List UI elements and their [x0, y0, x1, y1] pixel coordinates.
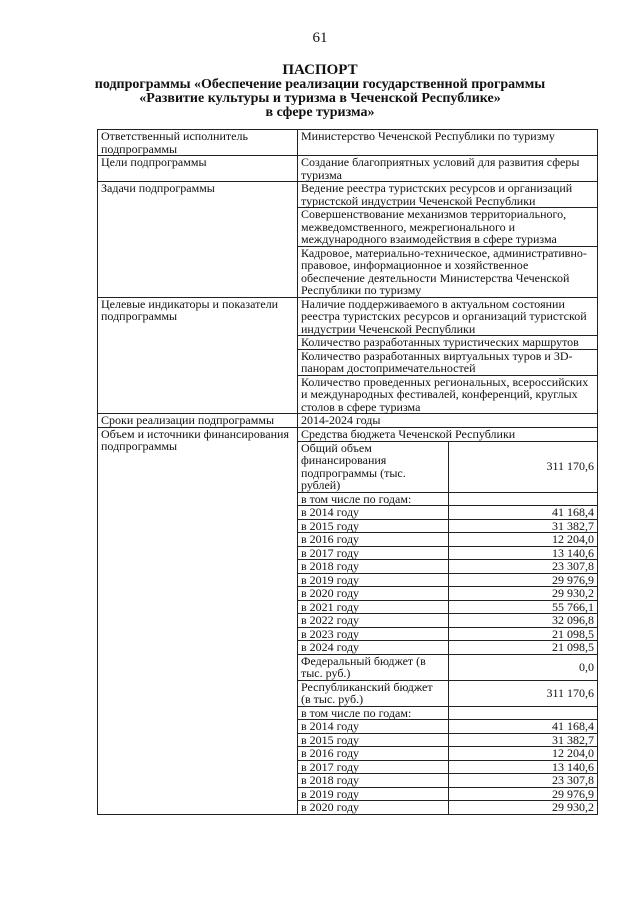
indicator-item: Наличие поддерживаемого в актуальном состоянии реестра туристских ресурсов и организаций туристской индустрии Чеченской Республики — [298, 298, 597, 336]
republic-year-value: 31 382,7 — [449, 733, 598, 747]
year-value: 32 096,8 — [449, 614, 598, 628]
year-label: в 2016 году — [298, 533, 449, 547]
year-value: 41 168,4 — [449, 506, 598, 520]
indicator-item: Количество разработанных виртуальных туров и 3D-панорам достопримечательностей — [298, 349, 597, 375]
republic-value: 311 170,6 — [449, 680, 598, 706]
row-goals — [98, 156, 598, 182]
year-value: 55 766,1 — [449, 600, 598, 614]
period-value: 2014-2024 годы — [298, 414, 598, 428]
year-value: 31 382,7 — [449, 519, 598, 533]
republic-year-label: в 2018 году — [298, 774, 449, 788]
republic-by-years-label: в том числе по годам: — [298, 706, 449, 720]
year-value: 23 307,8 — [449, 560, 598, 574]
funding-source: Средства бюджета Чеченской Республики — [298, 428, 597, 442]
goals-value: Создание благоприятных условий для развития сферы туризма — [298, 156, 598, 182]
indicator-item: Количество разработанных туристических маршрутов — [298, 336, 597, 350]
republic-label: Республиканский бюджет (в тыс. руб.) — [298, 680, 449, 706]
republic-year-label: в 2016 году — [298, 747, 449, 761]
year-label: в 2018 году — [298, 560, 449, 574]
empty-cell — [449, 492, 598, 506]
row-period — [98, 414, 598, 428]
title-line-1: ПАСПОРТ — [282, 62, 358, 78]
document-title — [60, 62, 580, 120]
year-label: в 2020 году — [298, 587, 449, 601]
total-label: Общий объем финансирования подпрограммы (тыс. рублей) — [298, 442, 449, 493]
funding-table — [298, 442, 597, 814]
indicator-item: Количество проведенных региональных, всероссийских и международных фестивалей, конференций, круглых столов в сфере туризма — [298, 375, 597, 413]
republic-year-label: в 2020 году — [298, 801, 449, 814]
responsible-label: Ответственный исполнитель подпрограммы — [98, 130, 298, 156]
indicators-cell — [298, 297, 598, 414]
year-value: 29 976,9 — [449, 573, 598, 587]
title-line-4: в сфере туризма» — [265, 105, 375, 120]
republic-year-value: 23 307,8 — [449, 774, 598, 788]
task-item: Кадровое, материально-техническое, административно-правовое, информационное и хозяйственное обеспечение деятельности Министерства Чеченской Республики по туризму — [298, 246, 597, 297]
year-label: в 2019 году — [298, 573, 449, 587]
funding-cell — [298, 427, 598, 814]
year-label: в 2015 году — [298, 519, 449, 533]
republic-year-value: 29 930,2 — [449, 801, 598, 814]
passport-table — [97, 129, 598, 815]
year-label: в 2024 году — [298, 641, 449, 655]
year-value: 21 098,5 — [449, 641, 598, 655]
row-responsible — [98, 130, 598, 156]
tasks-list — [298, 182, 597, 297]
row-tasks — [98, 182, 598, 298]
year-value: 13 140,6 — [449, 546, 598, 560]
title-line-2: подпрограммы «Обеспечение реализации государственной программы — [94, 77, 546, 92]
year-label: в 2023 году — [298, 627, 449, 641]
year-value: 12 204,0 — [449, 533, 598, 547]
republic-year-label: в 2017 году — [298, 760, 449, 774]
row-funding — [98, 427, 598, 814]
year-label: в 2017 году — [298, 546, 449, 560]
page-number: 61 — [312, 30, 328, 46]
republic-year-value: 29 976,9 — [449, 787, 598, 801]
republic-year-label: в 2019 году — [298, 787, 449, 801]
goals-label: Цели подпрограммы — [98, 156, 298, 182]
republic-year-value: 12 204,0 — [449, 747, 598, 761]
tasks-cell — [298, 182, 598, 298]
period-label: Сроки реализации подпрограммы — [98, 414, 298, 428]
year-value: 29 930,2 — [449, 587, 598, 601]
republic-year-label: в 2014 году — [298, 720, 449, 734]
republic-year-label: в 2015 году — [298, 733, 449, 747]
title-line-3: «Развитие культуры и туризма в Чеченской Республике» — [139, 91, 501, 106]
year-label: в 2014 году — [298, 506, 449, 520]
indicators-list — [298, 298, 597, 414]
empty-cell — [449, 706, 598, 720]
year-label: в 2021 году — [298, 600, 449, 614]
by-years-label: в том числе по годам: — [298, 492, 449, 506]
task-item: Ведение реестра туристских ресурсов и организаций туристской индустрии Чеченской Республики — [298, 182, 597, 208]
row-indicators — [98, 297, 598, 414]
federal-value: 0,0 — [449, 654, 598, 680]
federal-label: Федеральный бюджет (в тыс. руб.) — [298, 654, 449, 680]
total-value: 311 170,6 — [449, 442, 598, 493]
funding-label: Объем и источники финансирования подпрограммы — [98, 427, 298, 814]
tasks-label: Задачи подпрограммы — [98, 182, 298, 298]
republic-year-value: 41 168,4 — [449, 720, 598, 734]
year-value: 21 098,5 — [449, 627, 598, 641]
responsible-value: Министерство Чеченской Республики по туризму — [298, 130, 598, 156]
indicators-label: Целевые индикаторы и показатели подпрограммы — [98, 297, 298, 414]
task-item: Совершенствование механизмов территориального, межведомственного, межрегионального и международного взаимодействия в сфере туризма — [298, 208, 597, 247]
year-label: в 2022 году — [298, 614, 449, 628]
republic-year-value: 13 140,6 — [449, 760, 598, 774]
